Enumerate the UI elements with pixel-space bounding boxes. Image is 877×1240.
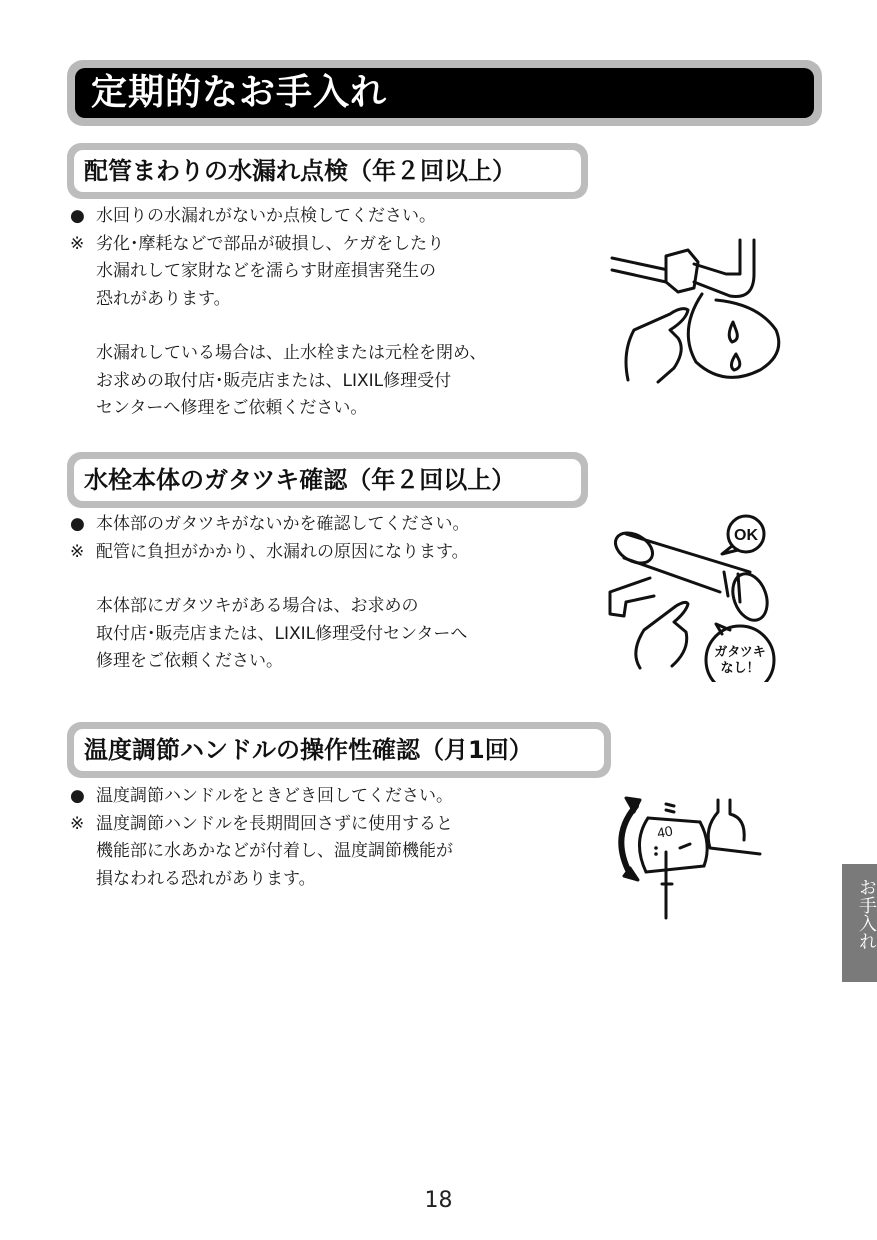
text-line bbox=[70, 340, 486, 368]
section-body-pipe-leak bbox=[70, 203, 486, 423]
line-text: 修理をご依頼ください。 bbox=[96, 651, 283, 671]
text-line bbox=[70, 783, 453, 811]
page-number: 18 bbox=[424, 1188, 453, 1213]
line-text: 水漏れしている場合は、止水栓または元栓を閉め、 bbox=[96, 343, 487, 363]
note-mark: ※ bbox=[70, 541, 85, 562]
section-heading-text: 温度調節ハンドルの操作性確認（月1回） bbox=[84, 736, 533, 764]
faucet-body-illustration bbox=[600, 512, 782, 682]
text-line bbox=[70, 511, 470, 539]
line-text: 水回りの水漏れがないか点検してください。 bbox=[96, 206, 436, 226]
ok-bubble-text: OK bbox=[734, 527, 758, 544]
page-title-inner bbox=[75, 68, 814, 118]
bubble-text-line2: なし！ bbox=[720, 661, 760, 676]
line-text: 劣化･摩耗などで部品が破損し、ケガをしたり bbox=[96, 233, 445, 254]
section-heading-handle-check bbox=[67, 722, 611, 778]
line-text: 本体部のガタツキがないかを確認してください。 bbox=[96, 514, 470, 534]
page-title: 定期的なお手入れ bbox=[91, 72, 388, 113]
note-mark: ※ bbox=[70, 813, 85, 834]
line-text: 損なわれる恐れがあります。 bbox=[96, 868, 316, 889]
bubble-text-line1: ガタツキ bbox=[714, 645, 766, 660]
text-line bbox=[70, 648, 470, 676]
page-title-bar bbox=[67, 60, 822, 126]
text-line bbox=[70, 811, 453, 839]
text-line bbox=[70, 838, 453, 866]
line-text: センターへ修理をご依頼ください。 bbox=[96, 398, 368, 418]
text-line bbox=[70, 286, 486, 314]
line-text: 温度調節ハンドルを長期間回さずに使用すると bbox=[96, 813, 453, 834]
line-text: 本体部にガタツキがある場合は、お求めの bbox=[96, 596, 419, 616]
side-tab-maintenance bbox=[842, 864, 877, 982]
text-line bbox=[70, 593, 470, 621]
section-heading-text: 水栓本体のガタツキ確認（年２回以上） bbox=[84, 466, 516, 494]
section-body-body-check bbox=[70, 511, 470, 676]
bullet-mark: ● bbox=[70, 786, 85, 806]
bullet-mark: ● bbox=[70, 514, 85, 534]
line-text: 配管に負担がかかり、水漏れの原因になります。 bbox=[96, 541, 469, 562]
section-heading-body-check bbox=[67, 452, 588, 508]
line-text: 機能部に水あかなどが付着し、温度調節機能が bbox=[96, 841, 453, 861]
line-text: 取付店･販売店または、LIXIL修理受付センターへ bbox=[96, 623, 468, 644]
text-line bbox=[70, 231, 486, 259]
line-text: 水漏れして家財などを濡らす財産損害発生の bbox=[96, 261, 436, 281]
text-line bbox=[70, 368, 486, 396]
line-text: お求めの取付店･販売店または、LIXIL修理受付 bbox=[96, 370, 452, 391]
pipe-leak-illustration bbox=[608, 230, 788, 390]
text-line bbox=[70, 258, 486, 286]
text-line bbox=[70, 621, 470, 649]
side-tab-label: お手入れ bbox=[856, 878, 877, 950]
temperature-handle-illustration bbox=[600, 788, 770, 920]
text-line bbox=[70, 539, 470, 567]
note-mark: ※ bbox=[70, 233, 85, 254]
text-line bbox=[70, 395, 486, 423]
dial-value-text: 40 bbox=[655, 822, 674, 841]
section-heading-pipe-leak bbox=[67, 143, 588, 199]
section-heading-text: 配管まわりの水漏れ点検（年２回以上） bbox=[84, 157, 516, 185]
text-line bbox=[70, 203, 486, 231]
section-body-handle-check bbox=[70, 783, 453, 893]
line-text: 恐れがあります。 bbox=[96, 288, 231, 309]
bullet-mark: ● bbox=[70, 206, 85, 226]
text-line bbox=[70, 866, 453, 894]
line-text: 温度調節ハンドルをときどき回してください。 bbox=[96, 786, 453, 806]
